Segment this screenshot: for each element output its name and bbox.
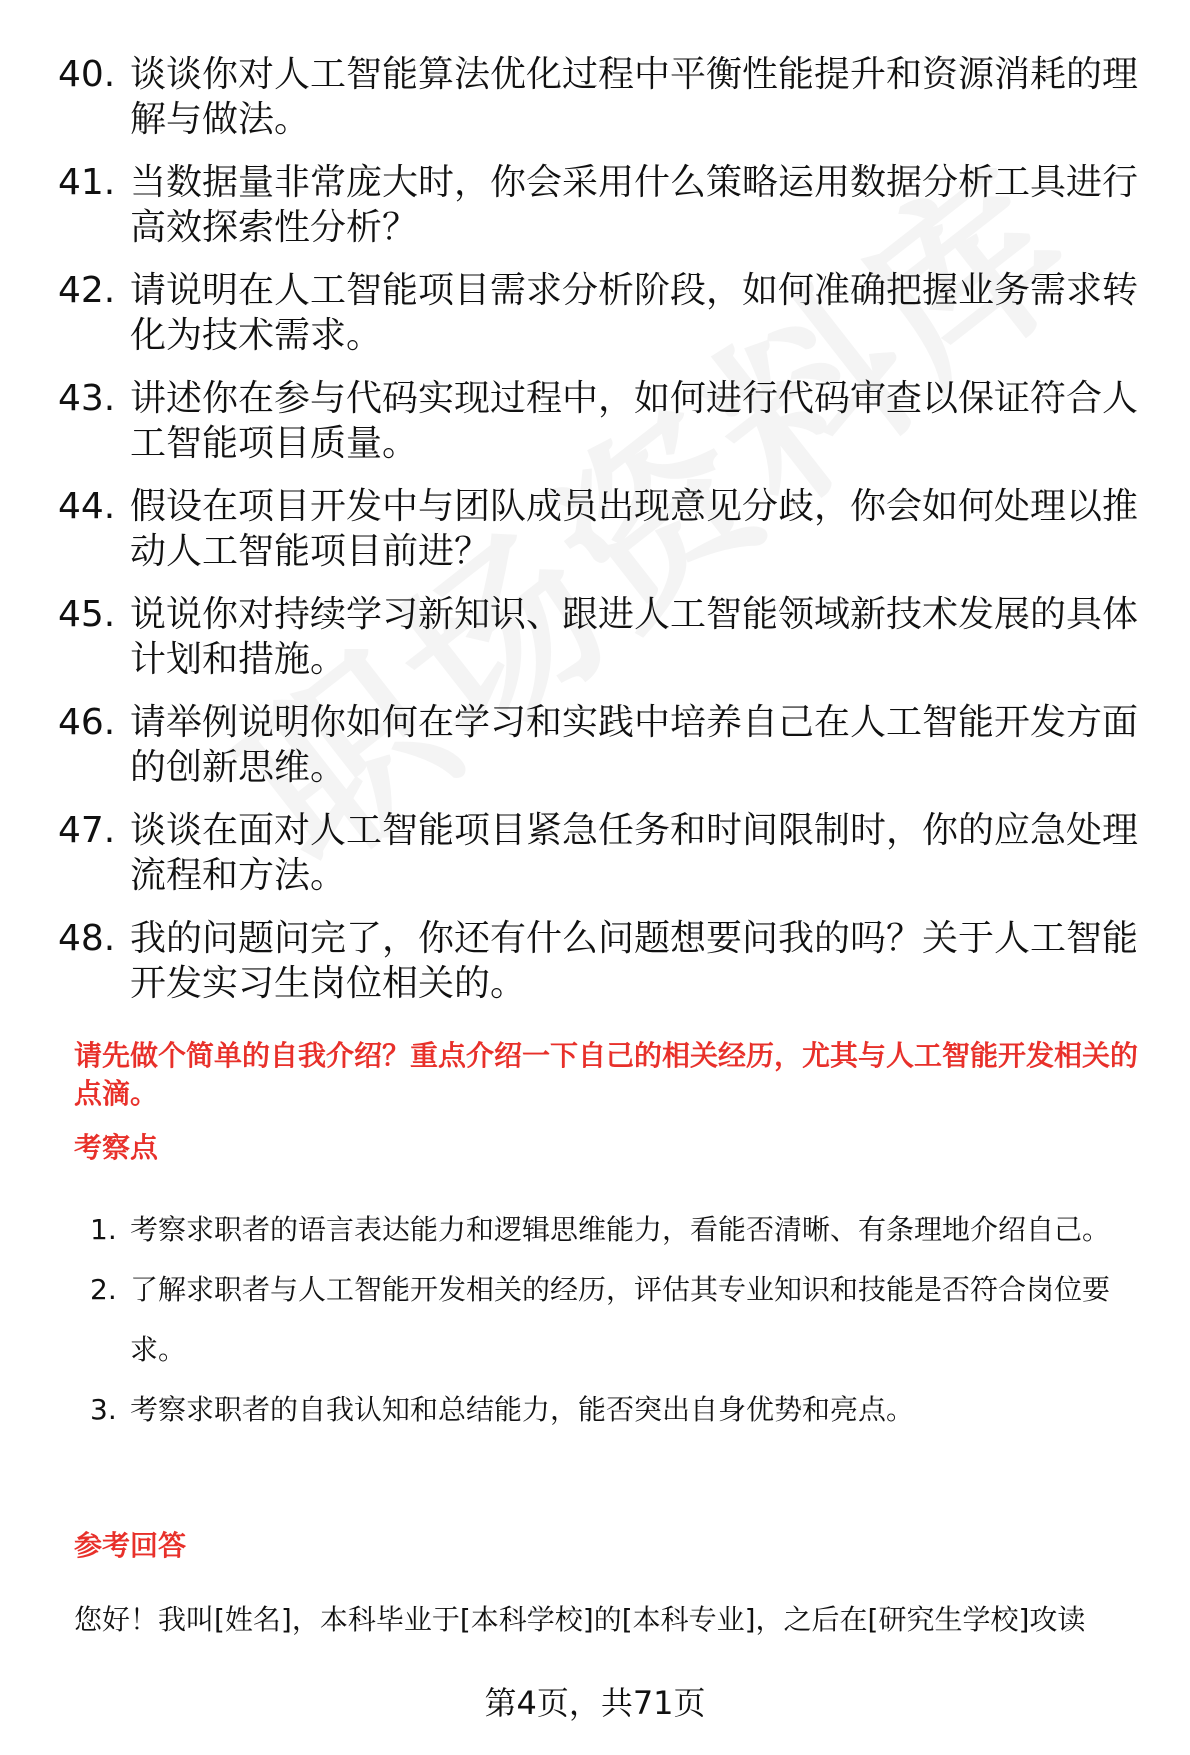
question-item <box>58 484 1158 574</box>
focus-point-number: 1. <box>90 1213 117 1246</box>
question-text: 请举例说明你如何在学习和实践中培养自己在人工智能开发方面的创新思维。 <box>130 702 1139 788</box>
answer-text: 您好！我叫[姓名]，本科毕业于[本科学校]的[本科专业]，之后在[研究生学校]攻读 <box>74 1603 1086 1636</box>
focus-point-text: 考察求职者的自我认知和总结能力，能否突出自身优势和亮点。 <box>130 1393 915 1426</box>
question-text: 讲述你在参与代码实现过程中，如何进行代码审查以保证符合人工智能项目质量。 <box>130 378 1139 464</box>
question-list <box>58 52 1158 1024</box>
question-number: 46. <box>58 702 116 743</box>
question-number: 44. <box>58 486 116 527</box>
focus-point-number: 2. <box>90 1273 117 1306</box>
answer-label: 参考回答 <box>74 1529 187 1562</box>
question-text: 当数据量非常庞大时，你会采用什么策略运用数据分析工具进行高效探索性分析？ <box>130 162 1139 248</box>
question-text: 谈谈你对人工智能算法优化过程中平衡性能提升和资源消耗的理解与做法。 <box>130 54 1139 140</box>
focus-point <box>74 1380 1164 1440</box>
focus-label: 考察点 <box>74 1131 159 1164</box>
question-item <box>58 268 1158 358</box>
question-text: 我的问题问完了，你还有什么问题想要问我的吗？关于人工智能开发实习生岗位相关的。 <box>130 918 1139 1004</box>
question-item <box>58 916 1158 1006</box>
question-number: 48. <box>58 918 116 959</box>
question-item <box>58 52 1158 142</box>
question-item <box>58 376 1158 466</box>
question-item <box>58 592 1158 682</box>
focus-point-text: 考察求职者的语言表达能力和逻辑思维能力，看能否清晰、有条理地介绍自己。 <box>130 1213 1111 1246</box>
question-text: 假设在项目开发中与团队成员出现意见分歧，你会如何处理以推动人工智能项目前进？ <box>130 486 1139 572</box>
question-text: 谈谈在面对人工智能项目紧急任务和时间限制时，你的应急处理流程和方法。 <box>130 810 1139 896</box>
question-item <box>58 700 1158 790</box>
focus-point <box>74 1260 1164 1380</box>
focus-points-list <box>74 1200 1164 1440</box>
question-item <box>58 160 1158 250</box>
question-number: 42. <box>58 270 116 311</box>
focus-point-text: 了解求职者与人工智能开发相关的经历，评估其专业知识和技能是否符合岗位要求。 <box>130 1273 1111 1366</box>
question-item <box>58 808 1158 898</box>
focus-point <box>74 1200 1164 1260</box>
question-number: 41. <box>58 162 116 203</box>
question-number: 40. <box>58 54 116 95</box>
question-number: 43. <box>58 378 116 419</box>
focus-point-number: 3. <box>90 1393 117 1426</box>
question-number: 45. <box>58 594 116 635</box>
page-footer: 第4页，共71页 <box>484 1684 706 1722</box>
question-text: 请说明在人工智能项目需求分析阶段，如何准确把握业务需求转化为技术需求。 <box>130 270 1139 356</box>
highlight-question: 请先做个简单的自我介绍？重点介绍一下自己的相关经历，尤其与人工智能开发相关的点滴。 <box>74 1039 1139 1110</box>
question-text: 说说你对持续学习新知识、跟进人工智能领域新技术发展的具体计划和措施。 <box>130 594 1139 680</box>
question-number: 47. <box>58 810 116 851</box>
